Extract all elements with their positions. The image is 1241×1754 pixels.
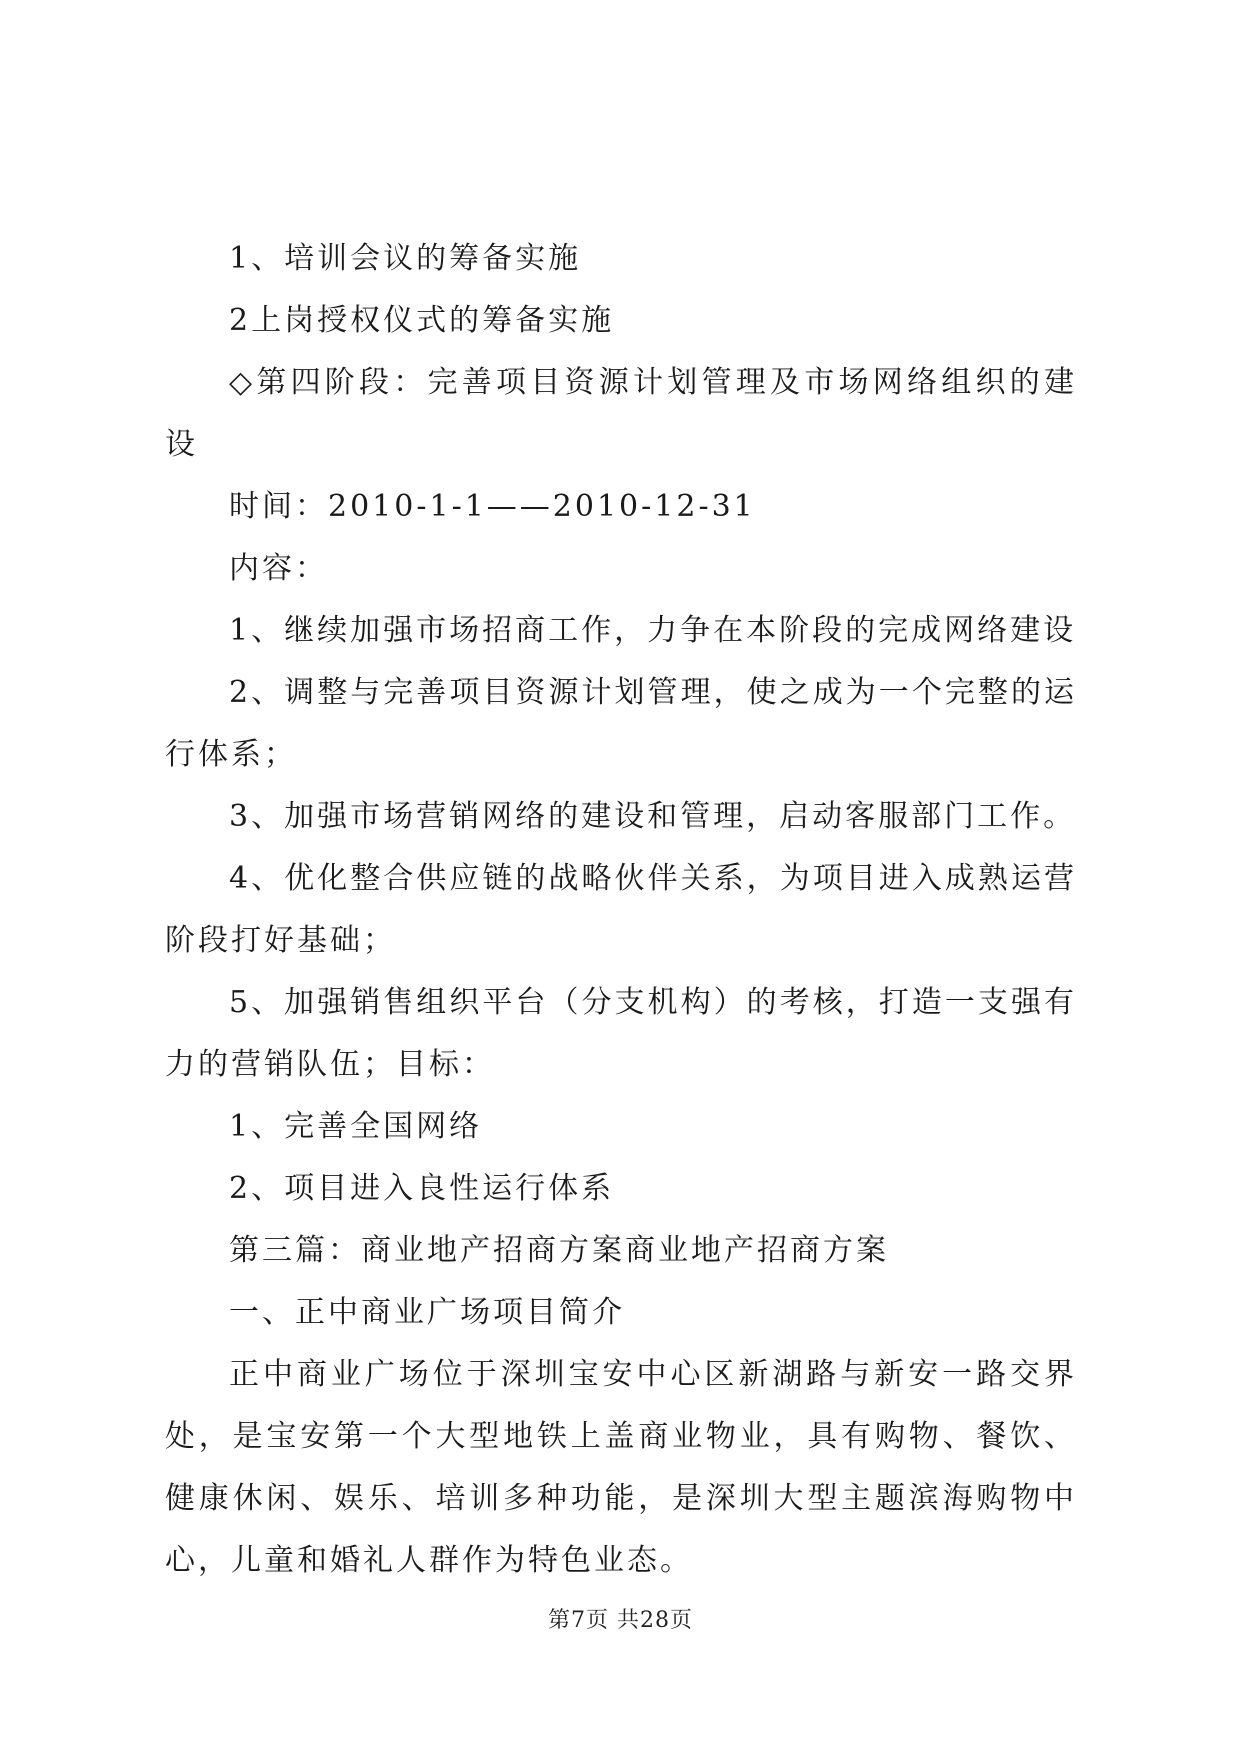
paragraph: 1、培训会议的筹备实施	[229, 241, 582, 276]
paragraph: 正中商业广场位于深圳宝安中心区新湖路与新安一路交界处，是宝安第一个大型地铁上盖商业物业，具有购物、餐饮、健康休闲、娱乐、培训多种功能，是深圳大型主题滨海购物中心，儿童和婚礼人群作为特色业态。	[165, 1357, 1077, 1578]
paragraph: 2、调整与完善项目资源计划管理，使之成为一个完整的运行体系；	[165, 675, 1077, 772]
paragraph: 2上岗授权仪式的筹备实施	[229, 303, 615, 338]
document-body	[165, 228, 1077, 1592]
paragraph: 第三篇：商业地产招商方案商业地产招商方案	[229, 1233, 889, 1268]
paragraph: 4、优化整合供应链的战略伙伴关系，为项目进入成熟运营阶段打好基础；	[165, 861, 1077, 958]
paragraph: 一、正中商业广场项目简介	[229, 1295, 625, 1330]
paragraph: 内容：	[229, 551, 328, 586]
paragraph: 2、项目进入良性运行体系	[229, 1171, 615, 1206]
paragraph: 1、完善全国网络	[229, 1109, 483, 1144]
page-number-footer: 第7页 共28页	[548, 1608, 693, 1633]
paragraph: 时间：2010-1-1——2010-12-31	[229, 489, 756, 524]
paragraph: 1、继续加强市场招商工作，力争在本阶段的完成网络建设	[229, 613, 1077, 648]
paragraph: 3、加强市场营销网络的建设和管理，启动客服部门工作。	[229, 799, 1077, 834]
paragraph: 5、加强销售组织平台（分支机构）的考核，打造一支强有力的营销队伍；目标：	[165, 985, 1077, 1082]
paragraph: ◇第四阶段：完善项目资源计划管理及市场网络组织的建设	[165, 365, 1077, 462]
